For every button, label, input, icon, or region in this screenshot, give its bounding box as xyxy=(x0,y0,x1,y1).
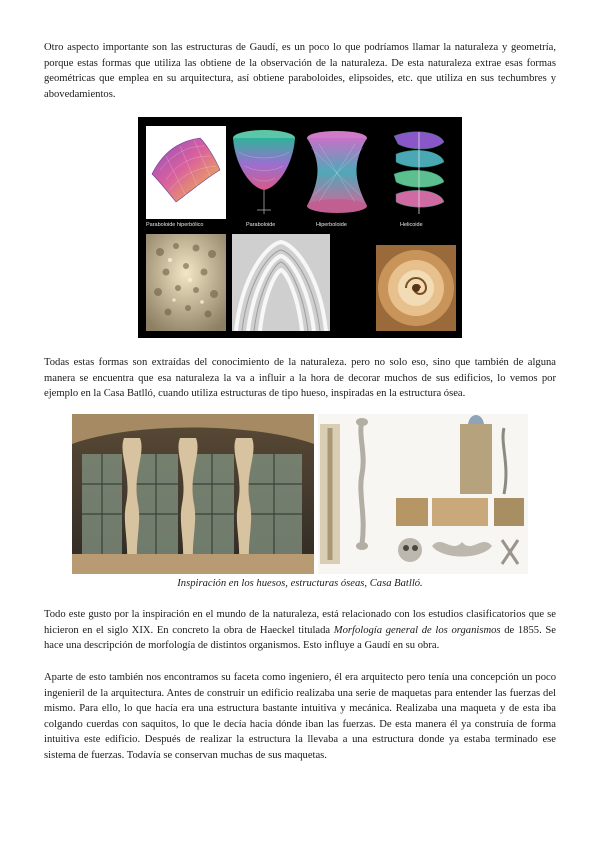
label-hiperboloide: Hiperboloide xyxy=(316,222,347,228)
helicoid-image xyxy=(384,126,454,219)
paragraph-engineer: Aparte de esto también nos encontramos su faceta como ingeniero, él era arquitecto pero tenía una concepción un poco ingenieril de la arquitectura. Antes de construir un edificio realizaba una serie de maquetas para entender las fuerzas del mismo. Para ello, lo que hacía era una estructura bastante intuitiva y mecánica. Realizaba una maqueta y de esta iba colgando cuerdas con saquitos, lo que le decía hacia dónde iban las fuerzas. De esta manera él ya construía de forma intuitiva este edificio. Después de realizar la estructura la llevaba a una estructura donde ya estaba terminado ese sistema de fuerzas. Todavía se conservan muchas de sus maquetas. xyxy=(44,672,556,761)
label-paraboloide-hiperbolico: Paraboloide hiperbólico xyxy=(146,222,204,228)
label-paraboloide: Paraboloide xyxy=(246,222,276,228)
geometric-forms-figure xyxy=(138,117,462,338)
parabolic-arches-photo xyxy=(232,234,330,331)
book-title: Morfología general de los organismos xyxy=(333,624,501,636)
sagrada-familia-ceiling-photo xyxy=(146,234,226,331)
hyperboloid-image xyxy=(303,126,371,219)
label-helicoide: Helicoide xyxy=(400,222,423,228)
paragraph-nature: Todas estas formas son extraídas del conocimiento de la naturaleza. pero no solo eso, sino que también de alguna manera se encuentra que esa naturaleza la va a influir a la hora de decorar muchos de sus edificios, lo vemos por ejemplo en la Casa Batlló, cuando utiliza estructuras de tipo hueso, inspiradas en la estructura ósea. xyxy=(44,357,556,400)
paraboloid-image xyxy=(231,126,297,219)
casa-batllo-figure xyxy=(72,414,528,574)
spiral-staircase-photo xyxy=(376,245,456,331)
casa-batllo-window-photo xyxy=(72,414,314,574)
hyperbolic-paraboloid-image xyxy=(146,126,226,219)
figure-caption: Inspiración en los huesos, estructuras óseas, Casa Batlló. xyxy=(177,578,423,589)
paragraph-structures: Otro aspecto importante son las estructuras de Gaudí, es un poco lo que podríamos llamar la naturaleza y geometría, porque estas formas que utiliza las obtiene de la observación de la naturaleza. De esta naturaleza extrae esas formas geométricas que emplea en su arquitectura, así obtiene paraboloides, elipsoides, etc. que utiliza en sus techumbres y abovedamientos. xyxy=(44,42,556,100)
paragraph-haeckel: Todo este gusto por la inspiración en el mundo de la naturaleza, está relacionado con los estudios clasificatorios que se hicieron en el siglo XIX. En concreto la obra de Haeckel titulada Morfología general de los organismos de 1855. Se hace una descripción de morfología de distintos organismos. Esto influye a Gaudí en su obra. xyxy=(44,609,556,652)
bone-studies-collage xyxy=(318,414,528,574)
